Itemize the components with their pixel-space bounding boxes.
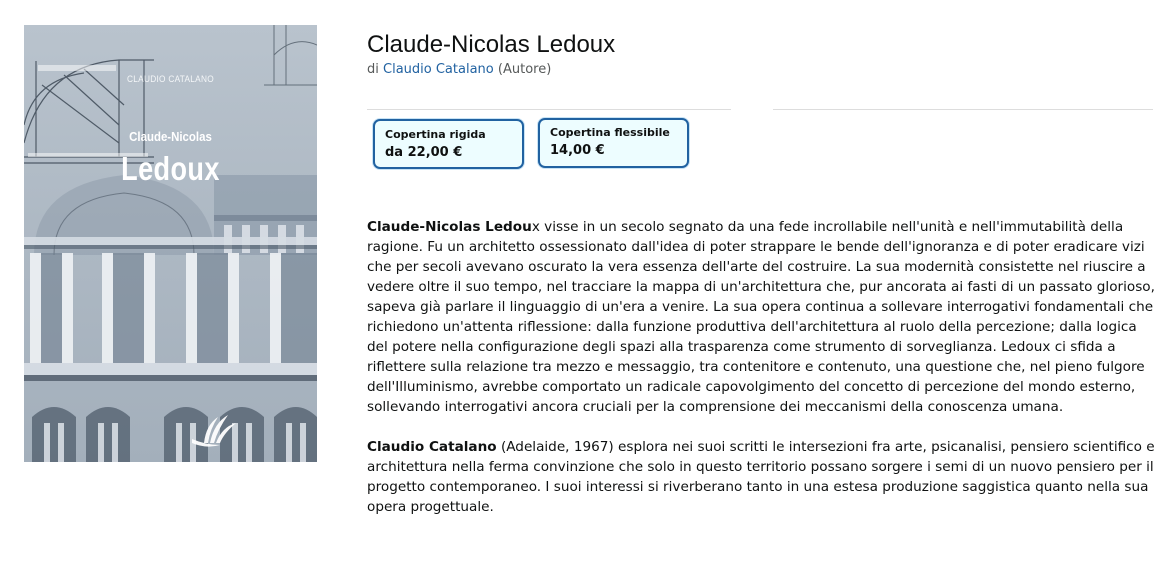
description-paragraph-1: [367, 217, 1157, 417]
format-paperback-button[interactable]: [538, 118, 689, 168]
cover-title-line2: Ledoux: [121, 150, 220, 187]
by-prefix: di: [367, 62, 379, 77]
description-p1-text: x visse in un secolo segnato da una fede incrollabile nell'unità e nell'immutabilità della ragione. Fu un architetto ossessionato dall'idea di poter strappare le bende dell'ignoranza e di poter eradicare vizi che per secoli avevano oscurato la vera essenza dell'arte del costruire. La sua modernità consistette nel riuscire a vedere oltre il suo tempo, nel tracciare la mappa di un'architettura che, pur ancorata ai fasti di un passato glorioso, sapeva già parlare il linguaggio di un'era a venire. La sua opera continua a sollevare interrogativi fondamentali che richiedono un'attenta riflessione: dalla funzione produttiva dell'architettura al ruolo della percezione; dalla logica del potere nella configurazione degli spazi alla trasparenza come strumento di sorveglianza. Ledoux ci sfida a riflettere sulla relazione tra mezzo e messaggio, tra contenitore e contenuto, una questione che, nel pieno fulgore dell'Illuminismo, avrebbe comportato un radicale capovolgimento del concetto di percezione del mondo esterno, sollevando interrogativi ancora cruciali per la comprensione dei meccanismi della conoscenza umana.: [367, 219, 1155, 415]
divider-right: [773, 109, 1153, 110]
description-p2-bold: Claudio Catalano: [367, 439, 497, 455]
cover-architecture-drawing: [24, 25, 317, 462]
author-role: (Autore): [497, 62, 552, 77]
description-p2-text: (Adelaide, 1967) esplora nei suoi scritti le intersezioni fra arte, psicanalisi, pensiero scientifico e architettura nella ferma convinzione che solo in questo territorio possano sorgere i semi di un nuovo pensiero per il progetto contemporaneo. I suoi interessi si riverberano tanto in una estesa produzione saggistica quanto nella sua opera progettuale.: [367, 439, 1155, 515]
description-paragraph-2: [367, 437, 1157, 517]
book-cover-image[interactable]: [24, 25, 317, 462]
book-description: [367, 217, 1157, 537]
format-paperback-price: 14,00 €: [550, 143, 605, 158]
format-hardcover-label: Copertina rigida: [385, 128, 486, 141]
byline: [367, 62, 551, 77]
product-title: Claude-Nicolas Ledoux: [367, 31, 616, 58]
divider-left: [367, 109, 731, 110]
format-hardcover-price: da 22,00 €: [385, 145, 463, 160]
description-p1-bold: Claude-Nicolas Ledou: [367, 219, 532, 235]
format-hardcover-button[interactable]: [373, 119, 524, 169]
cover-title-line1: Claude-Nicolas: [129, 129, 212, 144]
format-paperback-label: Copertina flessibile: [550, 126, 670, 139]
author-link[interactable]: Claudio Catalano: [383, 62, 494, 77]
cover-author-text: CLAUDIO CATALANO: [127, 74, 214, 84]
